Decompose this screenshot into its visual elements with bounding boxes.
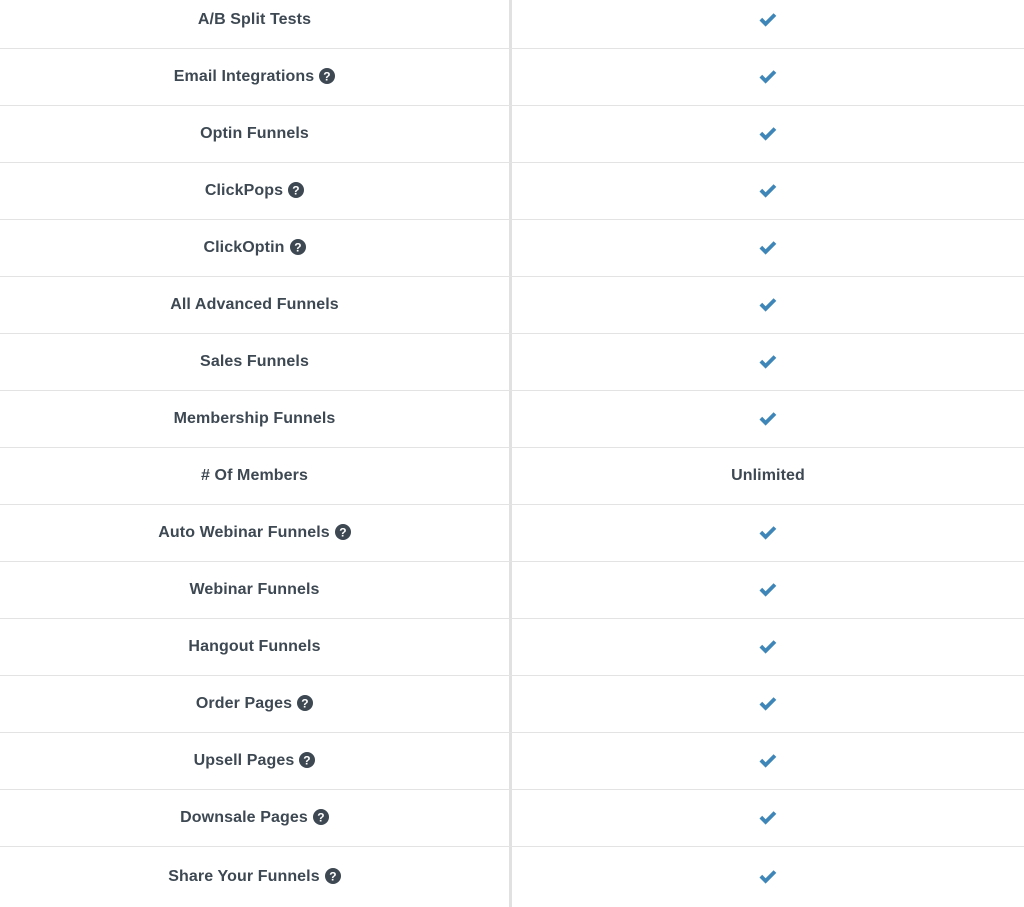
table-row-email-integrations (0, 49, 1024, 106)
checkmark-icon (758, 524, 778, 542)
checkmark-icon (758, 182, 778, 200)
question-circle-icon[interactable] (297, 695, 313, 711)
checkmark-icon (758, 638, 778, 656)
feature-label: All Advanced Funnels (170, 296, 339, 313)
table-row-order-pages (0, 676, 1024, 733)
checkmark-icon (758, 68, 778, 86)
table-row-all-advanced-funnels (0, 277, 1024, 334)
checkmark-icon (758, 296, 778, 314)
feature-cell (0, 220, 512, 276)
feature-label: A/B Split Tests (197, 11, 312, 28)
feature-cell (0, 334, 512, 390)
svg-text:?: ? (339, 525, 347, 540)
checkmark-icon (758, 695, 778, 713)
svg-text:?: ? (293, 240, 302, 255)
feature-cell (0, 277, 512, 333)
feature-cell (0, 163, 512, 219)
table-row-optin-funnels (0, 106, 1024, 163)
feature-cell (0, 0, 512, 48)
question-circle-icon[interactable] (319, 68, 335, 84)
table-row-sales-funnels (0, 334, 1024, 391)
feature-cell (0, 505, 512, 561)
table-row-downsale-pages (0, 790, 1024, 847)
feature-label: Order Pages (195, 695, 293, 712)
table-row-of-members (0, 448, 1024, 505)
checkmark-icon (758, 581, 778, 599)
value-cell (512, 448, 1024, 504)
table-row-membership-funnels (0, 391, 1024, 448)
feature-cell (0, 391, 512, 447)
value-cell (512, 619, 1024, 675)
feature-label: Downsale Pages (180, 809, 308, 826)
question-circle-icon[interactable] (313, 809, 329, 825)
table-row-hangout-funnels (0, 619, 1024, 676)
value-cell (512, 562, 1024, 618)
svg-text:?: ? (292, 183, 300, 198)
table-row-a-b-split-tests (0, 0, 1024, 49)
feature-label: Sales Funnels (200, 353, 309, 370)
table-row-auto-webinar-funnels (0, 505, 1024, 562)
value-cell (512, 334, 1024, 390)
value-cell (512, 0, 1024, 48)
value-cell (512, 220, 1024, 276)
feature-label: # Of Members (200, 467, 308, 484)
feature-cell (0, 562, 512, 618)
checkmark-icon (758, 353, 778, 371)
svg-text:?: ? (303, 753, 312, 768)
table-row-webinar-funnels (0, 562, 1024, 619)
feature-cell (0, 106, 512, 162)
checkmark-icon (758, 239, 778, 257)
feature-label: Share Your Funnels (168, 868, 320, 885)
feature-cell (0, 619, 512, 675)
feature-label: ClickOptin (203, 239, 285, 256)
svg-text:?: ? (323, 69, 331, 84)
value-cell (512, 790, 1024, 846)
table-row-clickpops (0, 163, 1024, 220)
question-circle-icon[interactable] (288, 182, 304, 198)
value-cell (512, 733, 1024, 789)
value-cell (512, 49, 1024, 105)
svg-text:?: ? (301, 696, 309, 711)
checkmark-icon (758, 752, 778, 770)
feature-label: Webinar Funnels (189, 581, 320, 598)
feature-label: Hangout Funnels (188, 638, 321, 655)
feature-cell (0, 676, 512, 732)
svg-text:?: ? (329, 869, 337, 884)
checkmark-icon (758, 410, 778, 428)
table-row-clickoptin (0, 220, 1024, 277)
feature-label: Email Integrations (173, 68, 315, 85)
feature-cell (0, 790, 512, 846)
value-cell (512, 505, 1024, 561)
feature-cell (0, 49, 512, 105)
checkmark-icon (758, 809, 778, 827)
question-circle-icon[interactable] (299, 752, 315, 768)
value-cell (512, 676, 1024, 732)
table-row-upsell-pages (0, 733, 1024, 790)
value-cell (512, 163, 1024, 219)
feature-label: ClickPops (204, 182, 284, 199)
feature-label: Optin Funnels (200, 125, 309, 142)
checkmark-icon (758, 11, 778, 29)
value-label: Unlimited (731, 467, 805, 484)
question-circle-icon[interactable] (335, 524, 351, 540)
value-cell (512, 847, 1024, 907)
feature-label: Membership Funnels (173, 410, 336, 427)
feature-cell (0, 847, 512, 907)
value-cell (512, 277, 1024, 333)
value-cell (512, 106, 1024, 162)
question-circle-icon[interactable] (325, 868, 341, 884)
checkmark-icon (758, 868, 778, 886)
value-cell (512, 391, 1024, 447)
feature-cell (0, 733, 512, 789)
question-circle-icon[interactable] (290, 239, 306, 255)
table-row-share-your-funnels (0, 847, 1024, 907)
checkmark-icon (758, 125, 778, 143)
feature-label: Auto Webinar Funnels (158, 524, 330, 541)
feature-cell (0, 448, 512, 504)
svg-text:?: ? (317, 810, 325, 825)
feature-label: Upsell Pages (193, 752, 295, 769)
